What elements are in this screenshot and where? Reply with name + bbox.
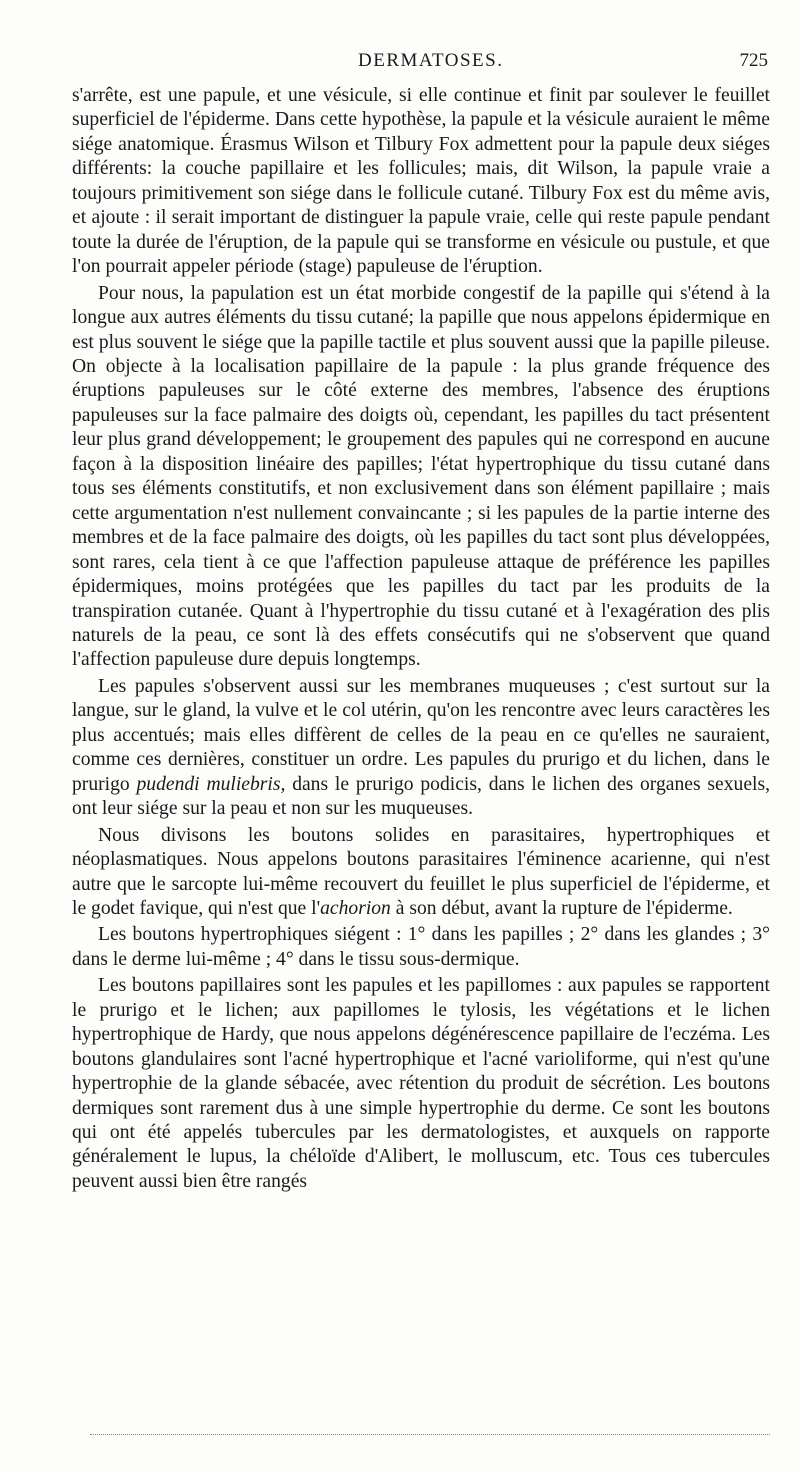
paragraph-papulation: Pour nous, la papulation est un état morbide congestif de la papille qui s'étend à la longue aux autres éléments du tissu cutané; la papille que nous appelons épidermique en est plus souvent le siége que la papille tactile et plus souvent aussi que la papille pileuse. On objecte à la localisation papillaire de la papule : la plus grande fréquence des éruptions papuleuses sur le côté externe des membres, l'absence des éruptions papuleuses sur la face palmaire des doigts où, cependant, les papilles du tact présentent leur plus grand développement; le groupement des papules qui ne correspond en aucune façon à la disposition linéaire des papilles; l'état hypertrophique du tissu cutané dans tous ses éléments constitutifs, et non exclusivement dans son élément papillaire ; mais cette argumentation n'est nullement convaincante ; si les papules de la partie interne des membres et de la face palmaire des doigts, où les papilles du tact sont plus développées, sont rares, cela tient à ce que l'affection papuleuse attaque de préférence les papilles épidermiques, moins protégées que les papilles du tact par les produits de la transpiration cutanée. Quant à l'hypertrophie du tissu cutané et à l'exagération des plis naturels de la peau, ce sont là des effets consécutifs qui ne s'observent que quand l'affection papuleuse dure depuis longtemps. xyxy=(72,282,770,671)
paragraph-mucous-papules-text-b: dans le prurigo podicis, dans le lichen des organes sexuels, ont leur siége sur la peau et non sur les muqueuses. xyxy=(72,773,770,820)
page-number: 725 xyxy=(739,50,768,71)
paragraph-mucous-papules-text-a: Les papules s'observent aussi sur les membranes muqueuses ; c'est surtout sur la langue, sur le gland, la vulve et le col utérin, qu'on les rencontre avec leurs caractères les plus accentués; mais elles diffèrent de celles de la peau en ce qu'elles ne sauraient, comme ces dernières, constituer un ordre. Les papules du prurigo et du lichen, dans le prurigo xyxy=(72,675,770,795)
paragraph-papillary-buttons: Les boutons papillaires sont les papules et les papillomes : aux papules se rapportent le prurigo et le lichen; aux papillomes le tylosis, les végétations et le lichen hypertrophique de Hardy, que nous appelons dégénérescence papillaire de l'eczéma. Les boutons glandulaires sont l'acné hypertrophique et l'acné varioliforme, qui n'est qu'une hypertrophie de la glande sébacée, avec rétention du produit de sécrétion. Les boutons dermiques sont rarement dus à une simple hypertrophie du derme. Ce sont les boutons qui ont été appelés tubercules par les dermatologistes, et auxquels on rapporte généralement le lupus, la chéloïde d'Alibert, le molluscum, etc. Tous ces tubercules peuvent aussi bien être rangés xyxy=(72,975,770,1192)
paragraph-solid-buttons xyxy=(72,824,770,922)
paragraph-papule-definition: s'arrête, est une papule, et une vésicule, si elle continue et finit par soulever le feuillet superficiel de l'épiderme. Dans cette hypothèse, la papule et la vésicule auraient le même siége anatomique. Érasmus Wilson et Tilbury Fox admettent pour la papule deux siéges différents: la couche papillaire et les follicules; mais, dit Wilson, la papule vraie a toujours primitivement son siége dans le follicule cutané. Tilbury Fox est du même avis, et ajoute : il serait important de distinguer la papule vraie, celle qui reste papule pendant toute la durée de l'éruption, de la papule qui se transforme en vésicule ou pustule, et que l'on pourrait appeler période (stage) papuleuse de l'éruption. xyxy=(72,85,770,278)
body-text xyxy=(72,84,770,1196)
running-head: DERMATOSES. xyxy=(358,50,504,71)
paragraph-solid-buttons-text-b: à son début, avant la rupture de l'épiderme. xyxy=(390,897,733,919)
italic-term-pudendi: pudendi muliebris, xyxy=(136,773,286,795)
paragraph-solid-buttons-text-a: Nous divisons les boutons solides en parasitaires, hypertrophiques et néoplasmatiques. Nous appelons boutons parasitaires l'éminence acarienne, qui n'est autre que le sarcopte lui-même recouvert du feuillet le plus superficiel de l'épiderme, et le godet favique, qui n'est que l' xyxy=(72,824,770,919)
paragraph-hypertrophic-sites: Les boutons hypertrophiques siégent : 1° dans les papilles ; 2° dans les glandes ; 3° dans le derme lui-même ; 4° dans le tissu sous-dermique. xyxy=(72,924,770,970)
paragraph-mucous-papules xyxy=(72,675,770,822)
italic-term-achorion: achorion xyxy=(320,897,391,919)
page-header xyxy=(70,50,770,80)
bottom-dotted-rule xyxy=(90,1434,770,1435)
